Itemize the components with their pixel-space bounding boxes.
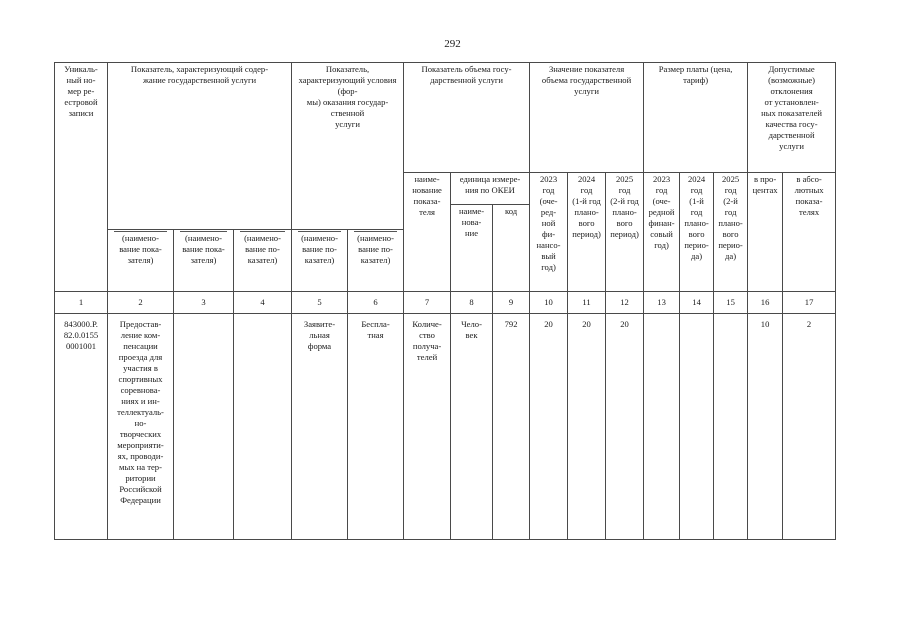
col-number: 13 — [644, 292, 680, 314]
page-number: 292 — [444, 38, 461, 50]
col-number: 14 — [680, 292, 714, 314]
col-number: 12 — [606, 292, 644, 314]
header-price-2025: 2025 год (2-й год плано- вого перио- да) — [714, 173, 748, 292]
col-number: 10 — [530, 292, 568, 314]
header-volume-name: наиме- нование показа- теля — [404, 173, 451, 292]
cell-deviation-percent: 10 — [748, 314, 783, 540]
cell-col-3 — [174, 314, 234, 540]
cell-service-form: Заявите- льная форма — [292, 314, 348, 540]
cell-unit-code: 792 — [493, 314, 530, 540]
col-number: 17 — [783, 292, 836, 314]
header-deviation-percent: в про- центах — [748, 173, 783, 292]
col-number: 4 — [234, 292, 292, 314]
header-content-indicator: Показатель, характеризующий содер- жание государственной услуги — [108, 63, 292, 230]
header-allowed-deviation: Допустимые (возможные) отклонения от установлен- ных показателей качества госу- дарственной услуги — [748, 63, 836, 173]
header-conditions-indicator: Показатель, характеризующий условия (фор- мы) оказания государ- ственной услуги — [292, 63, 404, 230]
col-number: 11 — [568, 292, 606, 314]
cell-volume-name: Количе- ство получа- телей — [404, 314, 451, 540]
col-number: 5 — [292, 292, 348, 314]
cell-price-2024 — [680, 314, 714, 540]
subheader-col-5 — [292, 230, 348, 292]
col-number: 3 — [174, 292, 234, 314]
header-value-2025: 2025 год (2-й год плано- вого период) — [606, 173, 644, 292]
table-row — [55, 314, 836, 540]
header-unit-name: наиме- нова- ние — [451, 205, 493, 292]
header-row-1 — [55, 63, 836, 173]
col-number: 1 — [55, 292, 108, 314]
cell-value-2025: 20 — [606, 314, 644, 540]
cell-value-2023: 20 — [530, 314, 568, 540]
service-volume-table — [54, 62, 836, 540]
subheader-col-6 — [348, 230, 404, 292]
cell-col-4 — [234, 314, 292, 540]
header-okei-unit: единица измере- ния по ОКЕИ — [451, 173, 530, 205]
header-value-2024: 2024 год (1-й год плано- вого период) — [568, 173, 606, 292]
column-number-row — [55, 292, 836, 314]
header-volume-value: Значение показателя объема государственной услуги — [530, 63, 644, 173]
cell-value-2024: 20 — [568, 314, 606, 540]
subheader-col-5-text: (наимено- вание по- казател) — [298, 231, 341, 266]
col-number: 7 — [404, 292, 451, 314]
col-number: 16 — [748, 292, 783, 314]
cell-price-2025 — [714, 314, 748, 540]
header-price-2023: 2023 год (оче- редной финан- совый год) — [644, 173, 680, 292]
subheader-col-3 — [174, 230, 234, 292]
col-number: 8 — [451, 292, 493, 314]
col-number: 9 — [493, 292, 530, 314]
subheader-col-4-text: (наимено- вание по- казател) — [240, 231, 285, 266]
subheader-col-6-text: (наимено- вание по- казател) — [354, 231, 397, 266]
header-volume-indicator: Показатель объема госу- дарственной услуги — [404, 63, 530, 173]
col-number: 6 — [348, 292, 404, 314]
cell-unit-name: Чело- век — [451, 314, 493, 540]
subheader-col-3-text: (наимено- вание пока- зателя) — [180, 231, 227, 266]
col-number: 15 — [714, 292, 748, 314]
header-registry-number: Уникаль- ный но- мер ре- естровой записи — [55, 63, 108, 292]
col-number: 2 — [108, 292, 174, 314]
header-unit-code: код — [493, 205, 530, 292]
cell-service-content: Предостав- ление ком- пенсации проезда для участия в спортивных соревнова- ниях и ин- теллектуаль- но- творческих мероприяти- ях, проводи- мых на тер- ритории Российской Федерации — [108, 314, 174, 540]
header-price: Размер платы (цена, тариф) — [644, 63, 748, 173]
header-value-2023: 2023 год (оче- ред- ной фи- нансо- вый год) — [530, 173, 568, 292]
cell-price-2023 — [644, 314, 680, 540]
header-price-2024: 2024 год (1-й год плано- вого перио- да) — [680, 173, 714, 292]
subheader-col-4 — [234, 230, 292, 292]
header-deviation-absolute: в абсо- лютных показа- телях — [783, 173, 836, 292]
cell-registry-number: 843000.Р. 82.0.0155 0001001 — [55, 314, 108, 540]
subheader-col-2 — [108, 230, 174, 292]
cell-service-condition: Беспла- тная — [348, 314, 404, 540]
subheader-col-2-text: (наимено- вание пока- зателя) — [114, 231, 167, 266]
cell-deviation-absolute: 2 — [783, 314, 836, 540]
